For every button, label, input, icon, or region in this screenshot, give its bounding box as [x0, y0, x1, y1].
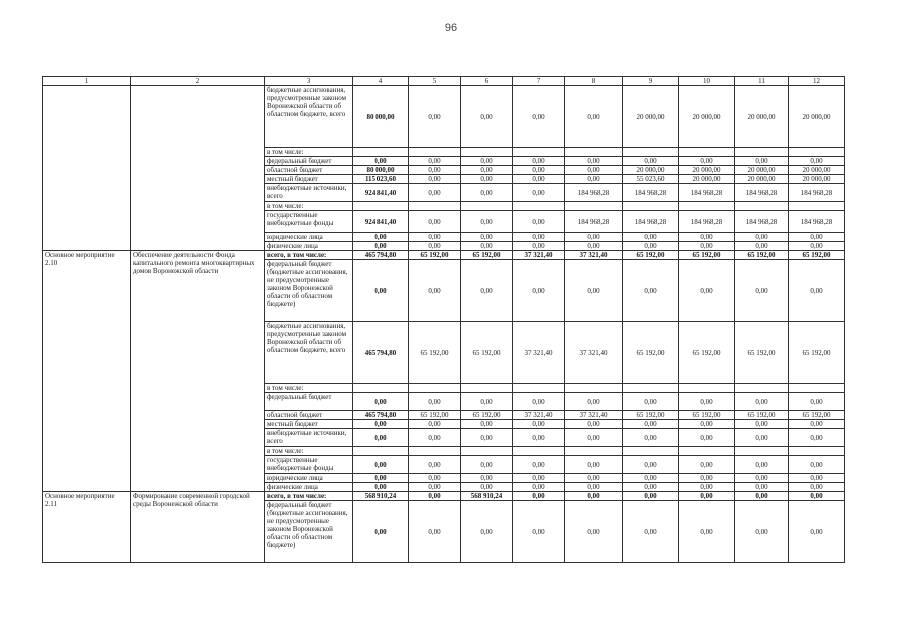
- amount-cell: 65 192,00: [461, 251, 513, 260]
- amount-cell: 0,00: [565, 233, 623, 242]
- amount-cell: 0,00: [513, 393, 565, 411]
- amount-cell: [513, 202, 565, 211]
- column-header: 2: [131, 77, 265, 86]
- funding-source-label: внебюджетные источники, всего: [265, 184, 353, 202]
- amount-cell: 37 321,40: [565, 322, 623, 384]
- amount-cell: 0,00: [353, 456, 409, 474]
- funding-source-label: внебюджетные источники, всего: [265, 429, 353, 447]
- amount-cell: 20 000,00: [679, 175, 735, 184]
- amount-cell: 0,00: [565, 157, 623, 166]
- amount-cell: 0,00: [679, 456, 735, 474]
- amount-cell: [409, 384, 461, 393]
- amount-cell: 0,00: [513, 492, 565, 501]
- amount-cell: 0,00: [513, 157, 565, 166]
- funding-source-label: в том числе:: [265, 384, 353, 393]
- amount-cell: 65 192,00: [789, 411, 845, 420]
- amount-cell: 0,00: [789, 483, 845, 492]
- amount-cell: [735, 447, 789, 456]
- amount-cell: 0,00: [789, 242, 845, 251]
- amount-cell: [513, 384, 565, 393]
- amount-cell: 55 023,60: [623, 175, 679, 184]
- amount-cell: 0,00: [735, 429, 789, 447]
- amount-cell: 0,00: [513, 184, 565, 202]
- amount-cell: 0,00: [789, 456, 845, 474]
- amount-cell: 65 192,00: [789, 322, 845, 384]
- page-number: 96: [444, 22, 458, 34]
- amount-cell: 184 968,28: [623, 211, 679, 233]
- amount-cell: 0,00: [513, 501, 565, 563]
- amount-cell: 0,00: [409, 157, 461, 166]
- amount-cell: 184 968,28: [565, 184, 623, 202]
- amount-cell: 0,00: [353, 260, 409, 322]
- amount-cell: 465 794,80: [353, 251, 409, 260]
- amount-cell: 0,00: [353, 393, 409, 411]
- amount-cell: 20 000,00: [623, 86, 679, 148]
- funding-source-label: юридические лица: [265, 233, 353, 242]
- amount-cell: 0,00: [409, 86, 461, 148]
- amount-cell: [789, 447, 845, 456]
- amount-cell: 65 192,00: [409, 411, 461, 420]
- amount-cell: [409, 202, 461, 211]
- amount-cell: 20 000,00: [789, 175, 845, 184]
- measure-name: [131, 86, 265, 251]
- amount-cell: 80 000,00: [353, 166, 409, 175]
- amount-cell: 0,00: [565, 501, 623, 563]
- amount-cell: 65 192,00: [735, 322, 789, 384]
- amount-cell: 20 000,00: [623, 166, 679, 175]
- amount-cell: 20 000,00: [679, 166, 735, 175]
- amount-cell: 65 192,00: [735, 251, 789, 260]
- amount-cell: [409, 148, 461, 157]
- amount-cell: 0,00: [409, 456, 461, 474]
- amount-cell: 0,00: [565, 175, 623, 184]
- column-header: 12: [789, 77, 845, 86]
- amount-cell: [353, 384, 409, 393]
- amount-cell: 20 000,00: [789, 166, 845, 175]
- amount-cell: [623, 202, 679, 211]
- amount-cell: 0,00: [461, 474, 513, 483]
- amount-cell: 0,00: [513, 166, 565, 175]
- amount-cell: 65 192,00: [623, 322, 679, 384]
- amount-cell: 184 968,28: [565, 211, 623, 233]
- amount-cell: 0,00: [461, 501, 513, 563]
- column-header: 10: [679, 77, 735, 86]
- amount-cell: 20 000,00: [789, 86, 845, 148]
- amount-cell: 0,00: [513, 420, 565, 429]
- amount-cell: 0,00: [565, 492, 623, 501]
- amount-cell: 0,00: [513, 456, 565, 474]
- measure-name: Обеспечение деятельности Фонда капитального ремонта многоквартирных домов Воронежской области: [131, 251, 265, 492]
- amount-cell: 0,00: [409, 429, 461, 447]
- amount-cell: [461, 384, 513, 393]
- amount-cell: 0,00: [789, 157, 845, 166]
- amount-cell: 0,00: [565, 86, 623, 148]
- amount-cell: 0,00: [353, 429, 409, 447]
- amount-cell: 0,00: [789, 474, 845, 483]
- amount-cell: 0,00: [513, 474, 565, 483]
- amount-cell: 568 910,24: [353, 492, 409, 501]
- amount-cell: 0,00: [461, 166, 513, 175]
- amount-cell: 0,00: [735, 157, 789, 166]
- amount-cell: [353, 202, 409, 211]
- amount-cell: 0,00: [409, 483, 461, 492]
- amount-cell: 0,00: [623, 157, 679, 166]
- amount-cell: 0,00: [409, 393, 461, 411]
- amount-cell: 0,00: [565, 420, 623, 429]
- amount-cell: 115 023,60: [353, 175, 409, 184]
- amount-cell: 0,00: [789, 492, 845, 501]
- funding-source-label: всего, в том числе:: [265, 251, 353, 260]
- amount-cell: 0,00: [789, 420, 845, 429]
- amount-cell: 184 968,28: [679, 211, 735, 233]
- amount-cell: 0,00: [735, 233, 789, 242]
- table-row: [43, 251, 845, 260]
- amount-cell: 0,00: [461, 456, 513, 474]
- amount-cell: [565, 148, 623, 157]
- amount-cell: [735, 148, 789, 157]
- amount-cell: 0,00: [461, 175, 513, 184]
- amount-cell: 0,00: [623, 233, 679, 242]
- amount-cell: 0,00: [353, 474, 409, 483]
- amount-cell: [789, 202, 845, 211]
- amount-cell: 0,00: [565, 260, 623, 322]
- measure-name: Формирование современной городской среды Воронежской области: [131, 492, 265, 563]
- funding-source-label: областной бюджет: [265, 411, 353, 420]
- amount-cell: 0,00: [623, 242, 679, 251]
- amount-cell: [353, 447, 409, 456]
- amount-cell: 0,00: [353, 501, 409, 563]
- amount-cell: 37 321,40: [565, 251, 623, 260]
- amount-cell: 65 192,00: [735, 411, 789, 420]
- amount-cell: 0,00: [409, 166, 461, 175]
- amount-cell: 65 192,00: [461, 411, 513, 420]
- amount-cell: 465 794,80: [353, 411, 409, 420]
- funding-source-label: всего, в том числе:: [265, 492, 353, 501]
- amount-cell: 0,00: [789, 501, 845, 563]
- amount-cell: 0,00: [353, 483, 409, 492]
- amount-cell: [789, 384, 845, 393]
- funding-source-label: физические лица: [265, 242, 353, 251]
- amount-cell: 20 000,00: [735, 166, 789, 175]
- amount-cell: [565, 384, 623, 393]
- amount-cell: 0,00: [623, 501, 679, 563]
- amount-cell: [623, 148, 679, 157]
- amount-cell: 0,00: [789, 260, 845, 322]
- amount-cell: 0,00: [409, 242, 461, 251]
- amount-cell: 20 000,00: [735, 175, 789, 184]
- funding-source-label: государственные внебюджетные фонды: [265, 211, 353, 233]
- amount-cell: [679, 447, 735, 456]
- amount-cell: 0,00: [735, 492, 789, 501]
- amount-cell: [461, 202, 513, 211]
- amount-cell: 0,00: [513, 211, 565, 233]
- amount-cell: 0,00: [409, 233, 461, 242]
- amount-cell: 0,00: [679, 157, 735, 166]
- amount-cell: [679, 202, 735, 211]
- funding-source-label: федеральный бюджет: [265, 157, 353, 166]
- amount-cell: 0,00: [789, 429, 845, 447]
- column-header: 1: [43, 77, 131, 86]
- amount-cell: 0,00: [565, 429, 623, 447]
- amount-cell: 0,00: [623, 483, 679, 492]
- amount-cell: [679, 148, 735, 157]
- amount-cell: 0,00: [679, 233, 735, 242]
- amount-cell: 0,00: [409, 184, 461, 202]
- funding-source-label: областной бюджет: [265, 166, 353, 175]
- amount-cell: 65 192,00: [409, 322, 461, 384]
- amount-cell: 0,00: [565, 393, 623, 411]
- amount-cell: 0,00: [623, 393, 679, 411]
- amount-cell: 0,00: [623, 492, 679, 501]
- amount-cell: 0,00: [623, 420, 679, 429]
- amount-cell: 184 968,28: [789, 211, 845, 233]
- funding-source-label: в том числе:: [265, 202, 353, 211]
- amount-cell: [461, 148, 513, 157]
- table-row: [43, 86, 845, 148]
- amount-cell: 184 968,28: [735, 184, 789, 202]
- amount-cell: [735, 202, 789, 211]
- amount-cell: [513, 148, 565, 157]
- amount-cell: 80 000,00: [353, 86, 409, 148]
- amount-cell: 0,00: [679, 483, 735, 492]
- amount-cell: 65 192,00: [623, 411, 679, 420]
- funding-source-label: местный бюджет: [265, 175, 353, 184]
- amount-cell: 0,00: [735, 393, 789, 411]
- amount-cell: 65 192,00: [679, 251, 735, 260]
- amount-cell: [409, 447, 461, 456]
- amount-cell: 0,00: [623, 456, 679, 474]
- amount-cell: 0,00: [565, 242, 623, 251]
- amount-cell: 0,00: [679, 474, 735, 483]
- amount-cell: 0,00: [679, 501, 735, 563]
- amount-cell: 0,00: [513, 242, 565, 251]
- amount-cell: 0,00: [735, 501, 789, 563]
- amount-cell: 65 192,00: [409, 251, 461, 260]
- amount-cell: 20 000,00: [735, 86, 789, 148]
- amount-cell: [565, 202, 623, 211]
- amount-cell: 924 841,40: [353, 211, 409, 233]
- amount-cell: 0,00: [513, 233, 565, 242]
- amount-cell: 37 321,40: [513, 322, 565, 384]
- amount-cell: 0,00: [461, 420, 513, 429]
- funding-source-label: юридические лица: [265, 474, 353, 483]
- amount-cell: 0,00: [623, 474, 679, 483]
- amount-cell: 0,00: [409, 175, 461, 184]
- amount-cell: 0,00: [735, 242, 789, 251]
- measure-code: [43, 86, 131, 251]
- amount-cell: 20 000,00: [679, 86, 735, 148]
- amount-cell: 0,00: [461, 393, 513, 411]
- column-header: 6: [461, 77, 513, 86]
- amount-cell: 0,00: [513, 483, 565, 492]
- amount-cell: 65 192,00: [623, 251, 679, 260]
- budget-table: [42, 76, 845, 563]
- amount-cell: 0,00: [623, 260, 679, 322]
- amount-cell: 0,00: [565, 456, 623, 474]
- amount-cell: 568 910,24: [461, 492, 513, 501]
- amount-cell: 65 192,00: [461, 322, 513, 384]
- measure-code: Основное мероприятие 2.11: [43, 492, 131, 563]
- amount-cell: 0,00: [461, 483, 513, 492]
- amount-cell: 0,00: [409, 492, 461, 501]
- amount-cell: 37 321,40: [513, 251, 565, 260]
- amount-cell: 0,00: [409, 501, 461, 563]
- amount-cell: [353, 148, 409, 157]
- funding-source-label: федеральный бюджет (бюджетные ассигнования, не предусмотренные законом Воронежской области об областном бюджете): [265, 501, 353, 563]
- column-header: 5: [409, 77, 461, 86]
- amount-cell: 0,00: [679, 393, 735, 411]
- funding-source-label: бюджетные ассигнования, предусмотренные законом Воронежской области об областном бюджете, всего: [265, 86, 353, 148]
- amount-cell: [679, 384, 735, 393]
- column-header: 9: [623, 77, 679, 86]
- amount-cell: 0,00: [461, 157, 513, 166]
- amount-cell: 0,00: [565, 483, 623, 492]
- amount-cell: 0,00: [461, 233, 513, 242]
- amount-cell: [735, 384, 789, 393]
- amount-cell: 0,00: [679, 429, 735, 447]
- amount-cell: 0,00: [679, 242, 735, 251]
- amount-cell: 465 794,80: [353, 322, 409, 384]
- amount-cell: 0,00: [409, 260, 461, 322]
- amount-cell: 0,00: [623, 429, 679, 447]
- funding-source-label: бюджетные ассигнования, предусмотренные законом Воронежской области об областном бюджете, всего: [265, 322, 353, 384]
- amount-cell: 0,00: [735, 420, 789, 429]
- amount-cell: [461, 447, 513, 456]
- amount-cell: 0,00: [679, 420, 735, 429]
- amount-cell: 0,00: [513, 429, 565, 447]
- funding-source-label: государственные внебюджетные фонды: [265, 456, 353, 474]
- amount-cell: 0,00: [513, 175, 565, 184]
- amount-cell: 0,00: [789, 233, 845, 242]
- amount-cell: 37 321,40: [513, 411, 565, 420]
- amount-cell: 184 968,28: [735, 211, 789, 233]
- amount-cell: 0,00: [461, 242, 513, 251]
- amount-cell: 0,00: [461, 184, 513, 202]
- column-header: 8: [565, 77, 623, 86]
- amount-cell: 0,00: [461, 260, 513, 322]
- amount-cell: 184 968,28: [789, 184, 845, 202]
- amount-cell: 0,00: [735, 456, 789, 474]
- amount-cell: 0,00: [565, 474, 623, 483]
- amount-cell: 0,00: [789, 393, 845, 411]
- amount-cell: 0,00: [409, 211, 461, 233]
- amount-cell: [623, 447, 679, 456]
- amount-cell: 0,00: [735, 483, 789, 492]
- amount-cell: 0,00: [513, 86, 565, 148]
- amount-cell: 65 192,00: [679, 322, 735, 384]
- amount-cell: 0,00: [353, 242, 409, 251]
- amount-cell: 0,00: [679, 260, 735, 322]
- amount-cell: 0,00: [679, 492, 735, 501]
- funding-source-label: физические лица: [265, 483, 353, 492]
- funding-source-label: в том числе:: [265, 447, 353, 456]
- column-header: 7: [513, 77, 565, 86]
- amount-cell: 0,00: [513, 260, 565, 322]
- amount-cell: 0,00: [409, 474, 461, 483]
- amount-cell: 65 192,00: [789, 251, 845, 260]
- funding-source-label: местный бюджет: [265, 420, 353, 429]
- amount-cell: 0,00: [353, 420, 409, 429]
- amount-cell: [623, 384, 679, 393]
- funding-source-label: федеральный бюджет: [265, 393, 353, 411]
- column-header: 3: [265, 77, 353, 86]
- amount-cell: [789, 148, 845, 157]
- amount-cell: 0,00: [735, 260, 789, 322]
- column-header: 4: [353, 77, 409, 86]
- amount-cell: 0,00: [461, 86, 513, 148]
- amount-cell: 37 321,40: [565, 411, 623, 420]
- amount-cell: 0,00: [461, 429, 513, 447]
- column-header: 11: [735, 77, 789, 86]
- table-row: [43, 492, 845, 501]
- header-row: [43, 77, 845, 86]
- measure-code: Основное мероприятие 2.10: [43, 251, 131, 492]
- amount-cell: [513, 447, 565, 456]
- amount-cell: 0,00: [565, 166, 623, 175]
- amount-cell: 184 968,28: [679, 184, 735, 202]
- funding-source-label: федеральный бюджет (бюджетные ассигнования, не предусмотренные законом Воронежской области об областном бюджете): [265, 260, 353, 322]
- amount-cell: [565, 447, 623, 456]
- amount-cell: 0,00: [409, 420, 461, 429]
- amount-cell: 0,00: [353, 233, 409, 242]
- amount-cell: 65 192,00: [679, 411, 735, 420]
- amount-cell: 184 968,28: [623, 184, 679, 202]
- amount-cell: 0,00: [735, 474, 789, 483]
- amount-cell: 0,00: [353, 157, 409, 166]
- amount-cell: 0,00: [461, 211, 513, 233]
- funding-source-label: в том числе:: [265, 148, 353, 157]
- amount-cell: 924 841,40: [353, 184, 409, 202]
